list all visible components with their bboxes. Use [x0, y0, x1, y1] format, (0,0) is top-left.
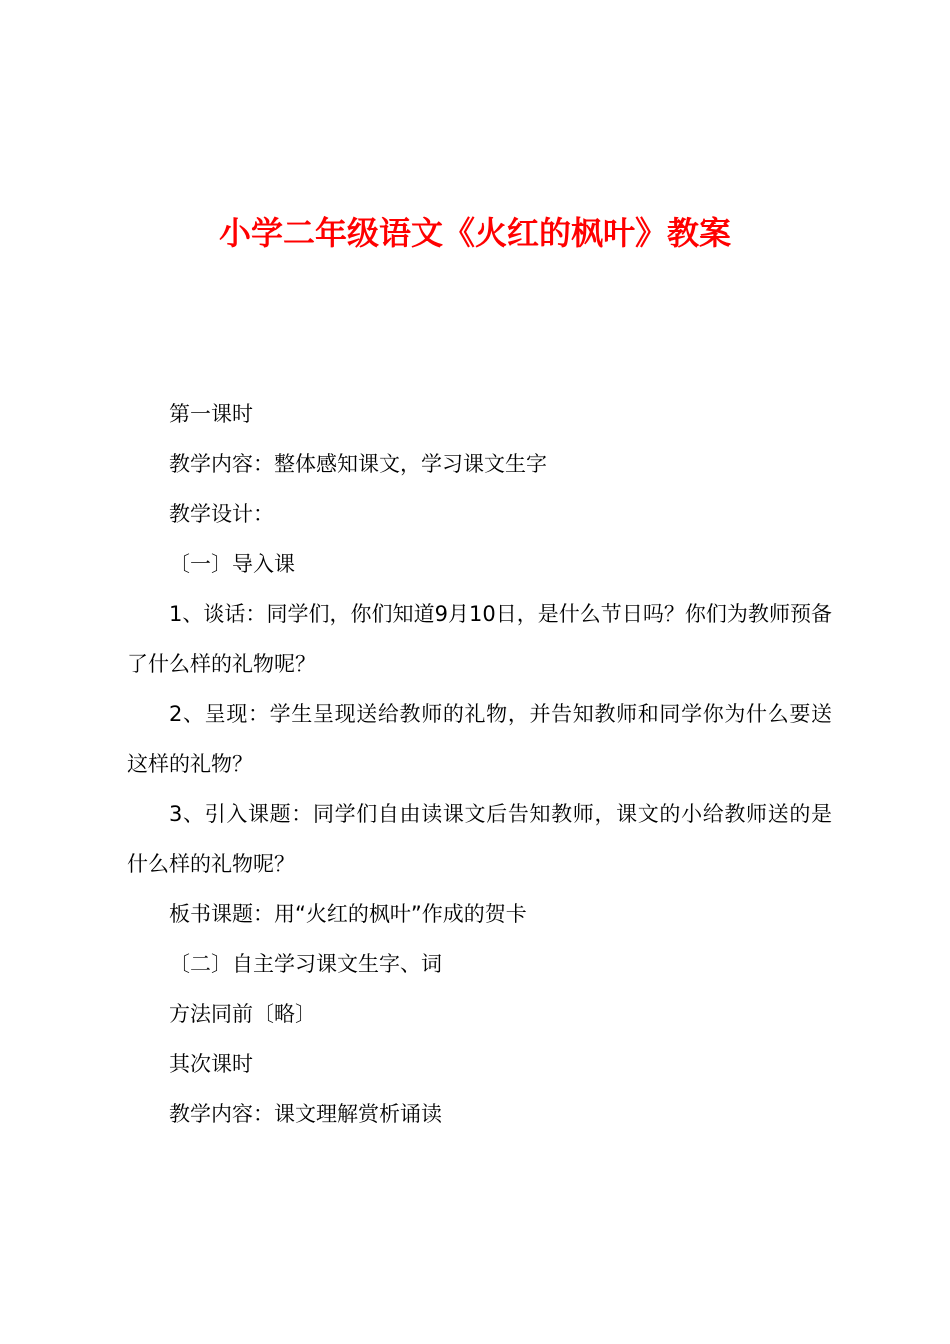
paragraph-board-title: 板书课题：用“火红的枫叶”作成的贺卡: [169, 902, 527, 926]
paragraph-teaching-design: 教学设计：: [169, 502, 274, 526]
paragraph-teaching-content-two: 教学内容：课文理解赏析诵读: [169, 1102, 442, 1126]
paragraph-section-one-heading: 〔一〕导入课: [169, 552, 295, 576]
paragraph-teaching-content: 教学内容：整体感知课文，学习课文生字: [169, 452, 547, 476]
paragraph-lesson-one: 第一课时: [169, 402, 253, 426]
document-body: [127, 389, 832, 1139]
paragraph-method: 方法同前〔略〕: [169, 1002, 316, 1026]
paragraph-section-two-heading: 〔二〕自主学习课文生字、词: [169, 952, 442, 976]
paragraph-item-three: 3、引入课题：同学们自由读课文后告知教师，课文的小给教师送的是什么样的礼物呢？: [127, 802, 832, 876]
paragraph-item-one: 1、谈话：同学们，你们知道9月10日，是什么节日吗？你们为教师预备了什么样的礼物呢？: [127, 602, 832, 676]
paragraph-item-two: 2、呈现：学生呈现送给教师的礼物，并告知教师和同学你为什么要送这样的礼物？: [127, 702, 832, 776]
paragraph-lesson-two: 其次课时: [169, 1052, 253, 1076]
document-title: 小学二年级语文《火红的枫叶》教案: [218, 214, 731, 252]
